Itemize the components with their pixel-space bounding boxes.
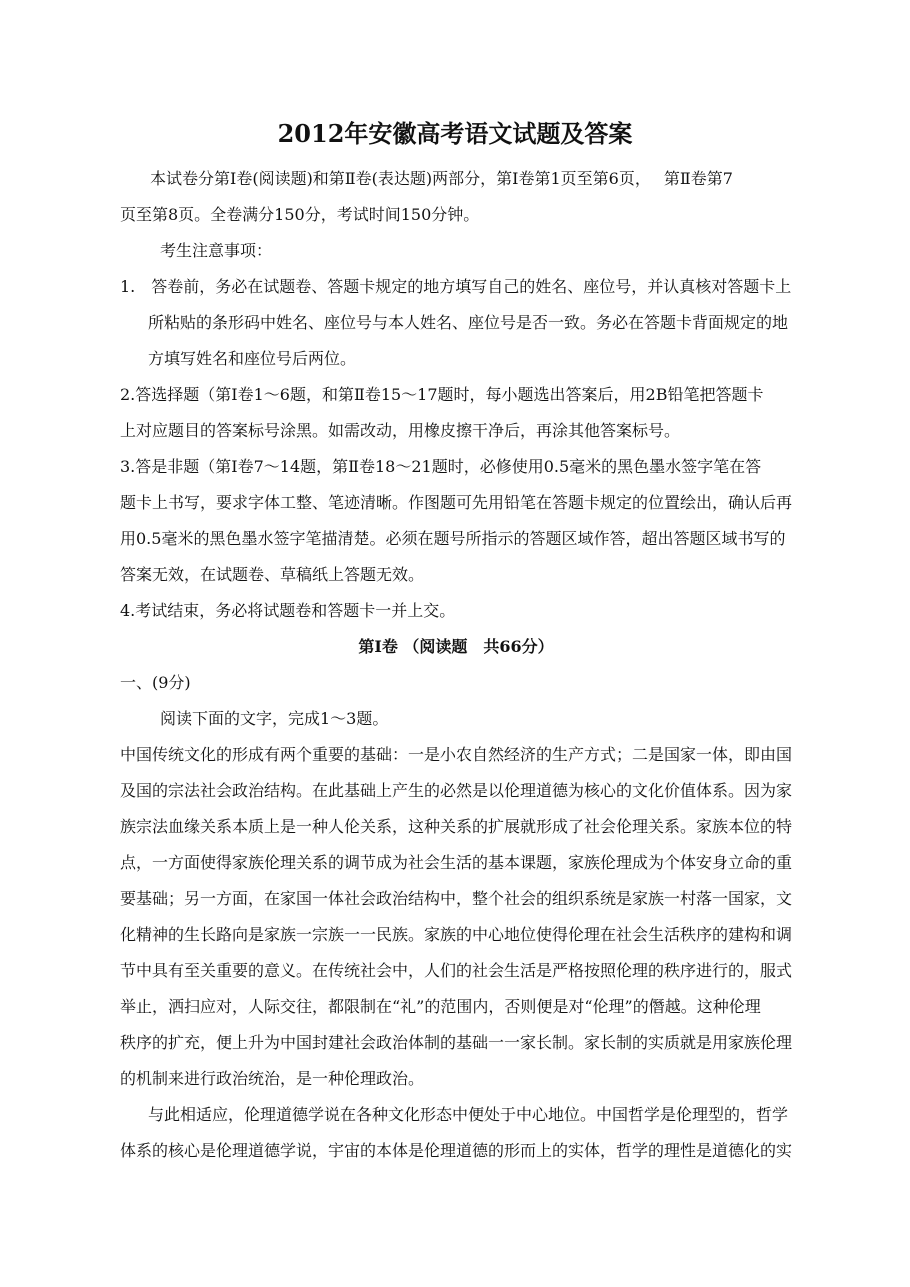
text-line: 方填写姓名和座位号后两位。 [148,349,357,368]
text-line: 节中具有至关重要的意义。在传统社会中，人们的社会生活是严格按照伦理的秩序进行的，服式 [120,961,792,980]
notice-heading: 考生注意事项： [160,241,273,260]
text-line: 与此相适应，伦理道德学说在各种文化形态中便处于中心地位。中国哲学是伦理型的，哲学 [148,1105,789,1124]
text-line: 中国传统文化的形成有两个重要的基础：一是小农自然经济的生产方式；二是国家一体，即由国 [120,745,792,764]
text-line: 体系的核心是伦理道德学说，宇宙的本体是伦理道德的形而上的实体，哲学的理性是道德化的实 [120,1141,792,1160]
notice-item: 2.答选择题（第Ⅰ卷1～6题，和第Ⅱ卷15～17题时，每小题选出答案后，用2B铅笔把答题卡 [120,385,764,404]
text-line: 上对应题目的答案标号涂黑。如需改动，用橡皮擦干净后，再涂其他答案标号。 [120,421,681,440]
text-line: 点，一方面使得家族伦理关系的调节成为社会生活的基本课题，家族伦理成为个体安身立命的重 [120,853,792,872]
text-line: 用0.5毫米的黑色墨水签字笔描清楚。必须在题号所指示的答题区域作答，超出答题区域书写的 [120,529,786,548]
text-line: 的机制来进行政治统治，是一种伦理政治。 [120,1069,425,1088]
text-line: 举止，洒扫应对，人际交往，都限制在“礼”的范围内，否则便是对“伦理”的僭越。这种伦理 [120,997,761,1016]
text-line: 族宗法血缘关系本质上是一种人伦关系，这种关系的扩展就形成了社会伦理关系。家族本位的特 [120,817,792,836]
text-line: 所粘贴的条形码中姓名、座位号与本人姓名、座位号是否一致。务必在答题卡背面规定的地 [148,313,789,332]
notice-item: 3.答是非题（第Ⅰ卷7～14题，第Ⅱ卷18～21题时，必修使用0.5毫米的黑色墨水签字笔在答 [120,457,762,476]
text-line: 化精神的生长路向是家族一宗族一一民族。家族的中心地位使得伦理在社会生活秩序的建构和调 [120,925,792,944]
text-line: 要基础；另一方面，在家国一体社会政治结构中，整个社会的组织系统是家族一村落一国家，文 [120,889,792,908]
notice-item: 4.考试结束，务必将试题卷和答题卡一并上交。 [120,601,456,620]
document-title: 2012年安徽高考语文试题及答案 [277,119,633,148]
section-heading: 第Ⅰ卷 （阅读题 共66分） [358,637,554,656]
text-line: 答案无效，在试题卷、草稿纸上答题无效。 [120,565,425,584]
notice-item: 1. 答卷前，务必在试题卷、答题卡规定的地方填写自己的姓名、座位号，并认真核对答题卡上 [120,277,792,296]
text-line: 及国的宗法社会政治结构。在此基础上产生的必然是以伦理道德为核心的文化价值体系。因为家 [120,781,792,800]
text-line: 题卡上书写，要求字体工整、笔迹清晰。作图题可先用铅笔在答题卡规定的位置绘出，确认后再 [120,493,792,512]
text-line: 本试卷分第Ⅰ卷(阅读题)和第Ⅱ卷(表达题)两部分，第Ⅰ卷第1页至第6页， 第Ⅱ卷第7 [150,169,733,188]
text-line: 秩序的扩充，便上升为中国封建社会政治体制的基础一一家长制。家长制的实质就是用家族伦理 [120,1033,792,1052]
question-heading: 一、(9分) [120,673,191,692]
document-body [120,161,792,1169]
instruction-line: 阅读下面的文字，完成1～3题。 [160,709,389,728]
text-line: 页至第8页。全卷满分150分，考试时间150分钟。 [120,205,480,224]
